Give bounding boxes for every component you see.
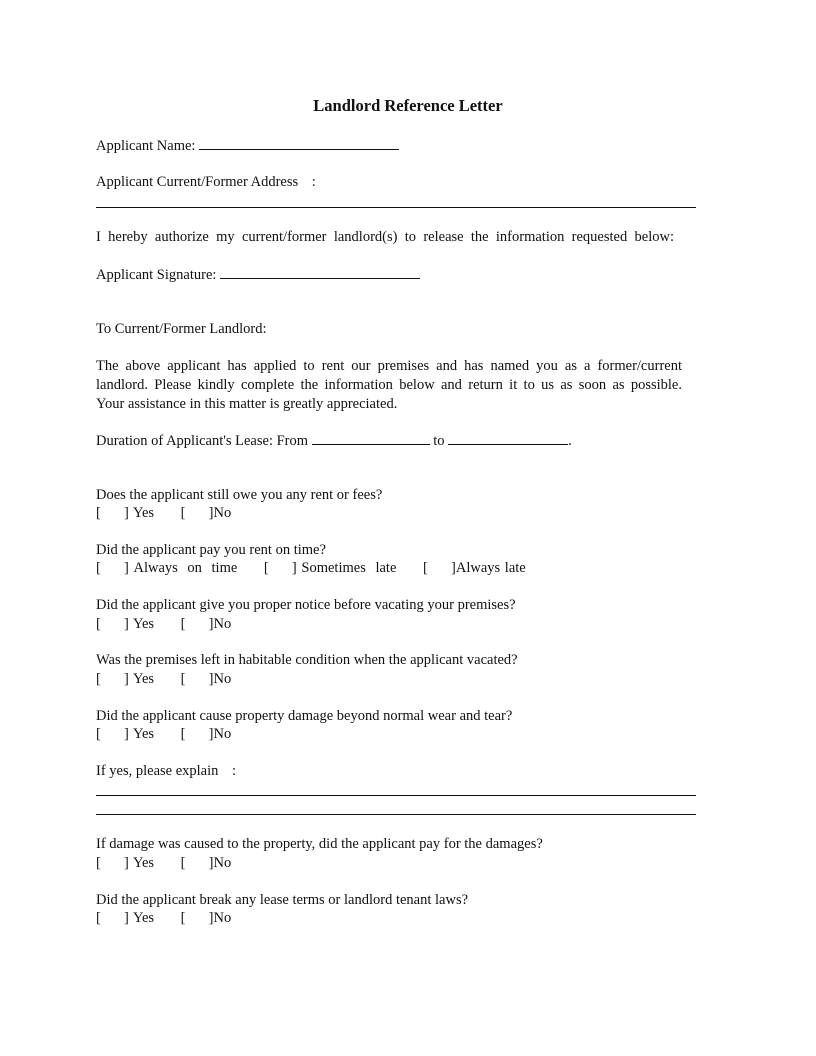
authorization-text: I hereby authorize my current/former landlord(s) to release the information requested below: (96, 229, 674, 245)
yes-label: Yes (132, 505, 155, 521)
no-checkbox[interactable]: [ ] (180, 855, 214, 871)
no-label: No (213, 910, 232, 926)
no-checkbox[interactable]: [ ] (180, 726, 214, 742)
question-damage: Did the applicant cause property damage beyond normal wear and tear? (96, 708, 513, 724)
address-colon: : (311, 174, 316, 190)
yes-label: Yes (132, 671, 155, 687)
no-checkbox[interactable]: [ ] (180, 505, 214, 521)
yes-checkbox[interactable]: [ ] (96, 855, 129, 871)
signature-field[interactable] (220, 265, 420, 279)
yes-checkbox[interactable]: [ ] (96, 726, 129, 742)
answer-break-terms (96, 909, 231, 927)
address-field-line[interactable] (96, 207, 696, 208)
applicant-name-row (96, 136, 399, 155)
yes-checkbox[interactable]: [ ] (96, 671, 129, 687)
question-on-time: Did the applicant pay you rent on time? (96, 542, 326, 558)
document-title: Landlord Reference Letter (313, 96, 503, 115)
lease-period: . (568, 433, 572, 449)
question-paid-damages: If damage was caused to the property, did the applicant pay for the damages? (96, 836, 543, 852)
lease-to-field[interactable] (448, 431, 568, 445)
no-label: No (213, 671, 232, 687)
signature-label: Applicant Signature: (96, 267, 217, 283)
always-late-label: Always late (455, 560, 526, 576)
salutation: To Current/Former Landlord: (96, 321, 267, 337)
applicant-name-field[interactable] (199, 136, 399, 150)
yes-label: Yes (132, 855, 155, 871)
explain-colon: : (232, 763, 237, 779)
always-on-time-label: Always on time (133, 560, 238, 576)
explain-label: If yes, please explain (96, 763, 219, 779)
intro-paragraph (96, 357, 682, 414)
explain-field-line-2[interactable] (96, 814, 696, 815)
answer-damage (96, 725, 231, 743)
lease-to-label: to (433, 433, 445, 449)
yes-label: Yes (132, 910, 155, 926)
lease-from-field[interactable] (312, 431, 430, 445)
yes-label: Yes (132, 616, 155, 632)
question-habitable: Was the premises left in habitable condition when the applicant vacated? (96, 652, 518, 668)
answer-notice (96, 615, 231, 633)
answer-paid-damages (96, 854, 231, 872)
intro-line: landlord. Please kindly complete the information below and return it to us as soon as possible. (96, 377, 682, 393)
address-label: Applicant Current/Former Address (96, 174, 299, 190)
yes-checkbox[interactable]: [ ] (96, 910, 129, 926)
answer-habitable (96, 670, 231, 688)
always-late-checkbox[interactable]: [ ] (423, 560, 456, 576)
question-break-terms: Did the applicant break any lease terms or landlord tenant laws? (96, 892, 469, 908)
lease-label: Duration of Applicant's Lease: From (96, 433, 309, 449)
no-label: No (213, 616, 232, 632)
sometimes-late-checkbox[interactable]: [ ] (263, 560, 297, 576)
no-label: No (213, 505, 232, 521)
lease-duration-row (96, 431, 572, 450)
yes-label: Yes (132, 726, 155, 742)
explain-field-line-1[interactable] (96, 795, 696, 796)
always-on-time-checkbox[interactable]: [ ] (96, 560, 129, 576)
no-label: No (213, 726, 232, 742)
answer-owe (96, 504, 231, 522)
question-notice: Did the applicant give you proper notice before vacating your premises? (96, 597, 516, 613)
no-label: No (213, 855, 232, 871)
no-checkbox[interactable]: [ ] (180, 616, 214, 632)
answer-on-time (96, 559, 526, 577)
yes-checkbox[interactable]: [ ] (96, 616, 129, 632)
intro-line: The above applicant has applied to rent our premises and has named you as a former/current (96, 358, 682, 374)
no-checkbox[interactable]: [ ] (180, 671, 214, 687)
applicant-name-label: Applicant Name: (96, 138, 196, 154)
no-checkbox[interactable]: [ ] (180, 910, 214, 926)
question-owe: Does the applicant still owe you any rent or fees? (96, 487, 383, 503)
sometimes-late-label: Sometimes late (301, 560, 397, 576)
explain-row (96, 762, 236, 780)
address-row (96, 173, 316, 191)
signature-row (96, 265, 420, 284)
intro-line: Your assistance in this matter is greatly appreciated. (96, 396, 398, 412)
yes-checkbox[interactable]: [ ] (96, 505, 129, 521)
